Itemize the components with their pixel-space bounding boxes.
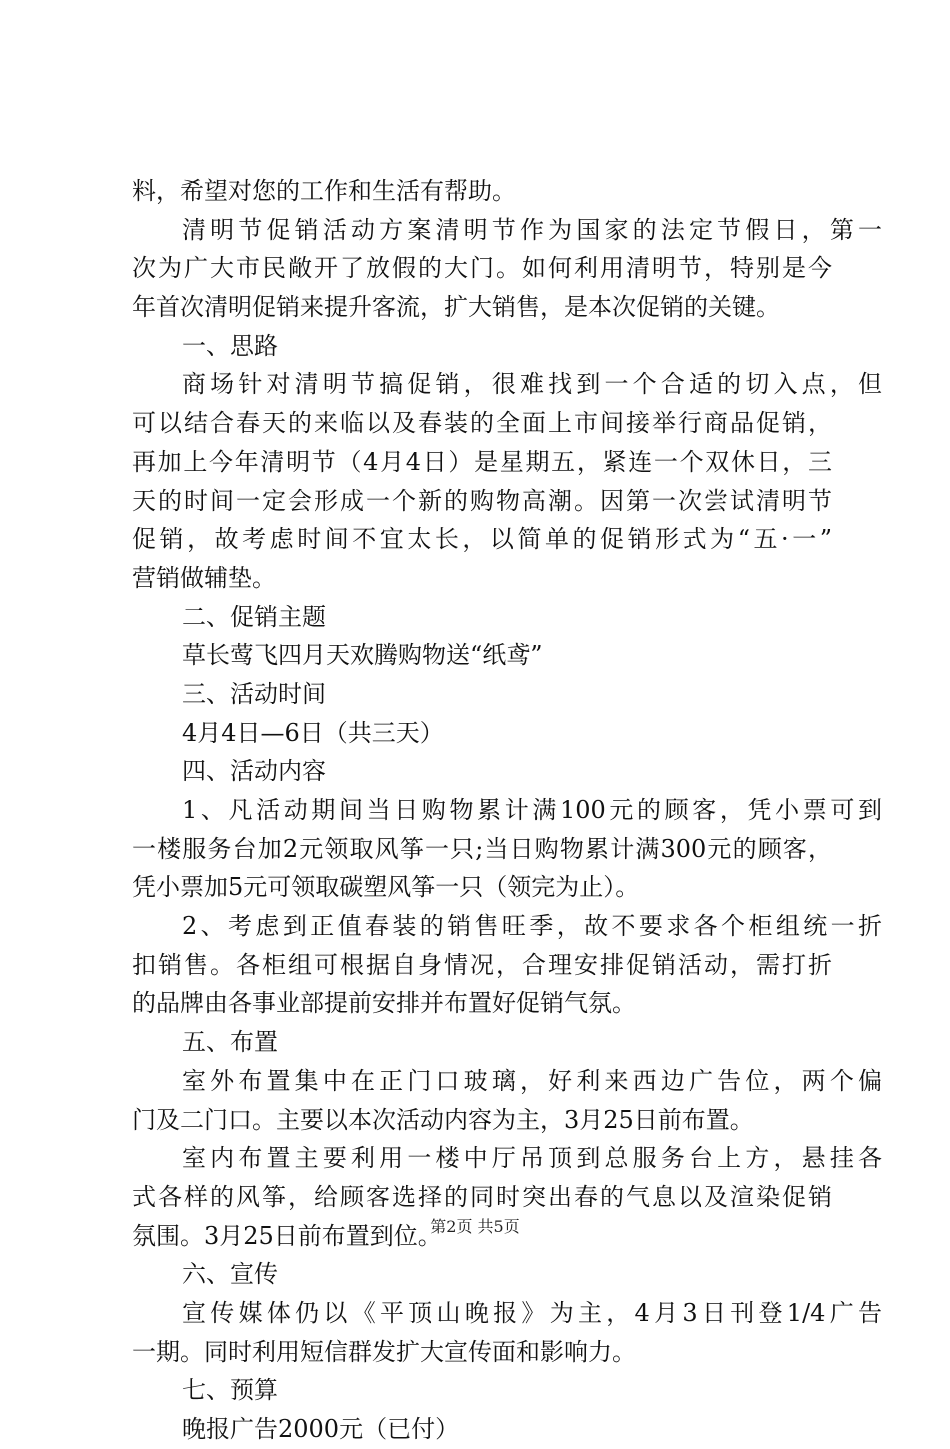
body-line: 氛围。3月25日前布置到位。 [132, 1221, 442, 1250]
body-line: 营销做辅垫。 [132, 563, 276, 592]
page-footer: 第2页 共5页 [430, 1217, 520, 1236]
section-heading: 七、预算 [182, 1376, 278, 1405]
body-line: 晚报广告2000元（已付） [182, 1415, 460, 1443]
body-line: 凭小票加5元可领取碳塑风筝一只（领完为止）。 [132, 873, 640, 902]
section-heading: 四、活动内容 [182, 757, 326, 786]
body-line: 次为广大市民敞开了放假的大门。如何利用清明节，特别是今 [132, 254, 832, 283]
section-heading: 一、思路 [182, 331, 278, 360]
body-line: 式各样的风筝，给顾客选择的同时突出春的气息以及渲染促销 [132, 1182, 832, 1211]
body-line: 一期。同时利用短信群发扩大宣传面和影响力。 [132, 1337, 636, 1366]
body-line: 一楼服务台加2元领取风筝一只;当日购物累计满300元的顾客， [132, 834, 832, 863]
body-line: 料，希望对您的工作和生活有帮助。 [132, 177, 516, 205]
section-heading: 五、布置 [182, 1028, 278, 1057]
body-line: 2、考虑到正值春装的销售旺季，故不要求各个柜组统一折 [182, 912, 882, 941]
body-line: 室外布置集中在正门口玻璃，好利来西边广告位，两个偏 [182, 1066, 882, 1095]
body-line: 的品牌由各事业部提前安排并布置好促销气氛。 [132, 989, 636, 1018]
body-line: 室内布置主要利用一楼中厅吊顶到总服务台上方，悬挂各 [182, 1144, 882, 1173]
body-line: 门及二门口。主要以本次活动内容为主，3月25日前布置。 [132, 1105, 754, 1134]
section-heading: 三、活动时间 [182, 679, 326, 708]
body-line: 1、凡活动期间当日购物累计满100元的顾客，凭小票可到 [182, 796, 882, 824]
body-line: 4月4日—6日（共三天） [182, 718, 444, 747]
body-line: 年首次清明促销来提升客流，扩大销售，是本次促销的关键。 [132, 293, 780, 322]
section-heading: 六、宣传 [182, 1260, 278, 1289]
body-line: 商场针对清明节搞促销，很难找到一个合适的切入点，但 [182, 370, 882, 399]
body-line: 可以结合春天的来临以及春装的全面上市间接举行商品促销， [132, 409, 832, 438]
document-body [132, 172, 882, 1449]
body-line: 宣传媒体仍以《平顶山晚报》为主，4月3日刊登1/4广告 [182, 1298, 882, 1327]
body-line: 扣销售。各柜组可根据自身情况，合理安排促销活动，需打折 [132, 950, 832, 979]
body-line: 再加上今年清明节（4月4日）是星期五，紧连一个双休日，三 [132, 447, 832, 476]
body-line: 天的时间一定会形成一个新的购物高潮。因第一次尝试清明节 [132, 486, 832, 515]
body-line: 草长莺飞四月天欢腾购物送“纸鸢” [182, 641, 543, 670]
body-line: 促销，故考虑时间不宜太长，以简单的促销形式为“五·一” [132, 525, 832, 554]
body-line: 清明节促销活动方案清明节作为国家的法定节假日，第一 [182, 215, 882, 244]
section-heading: 二、促销主题 [182, 602, 326, 631]
